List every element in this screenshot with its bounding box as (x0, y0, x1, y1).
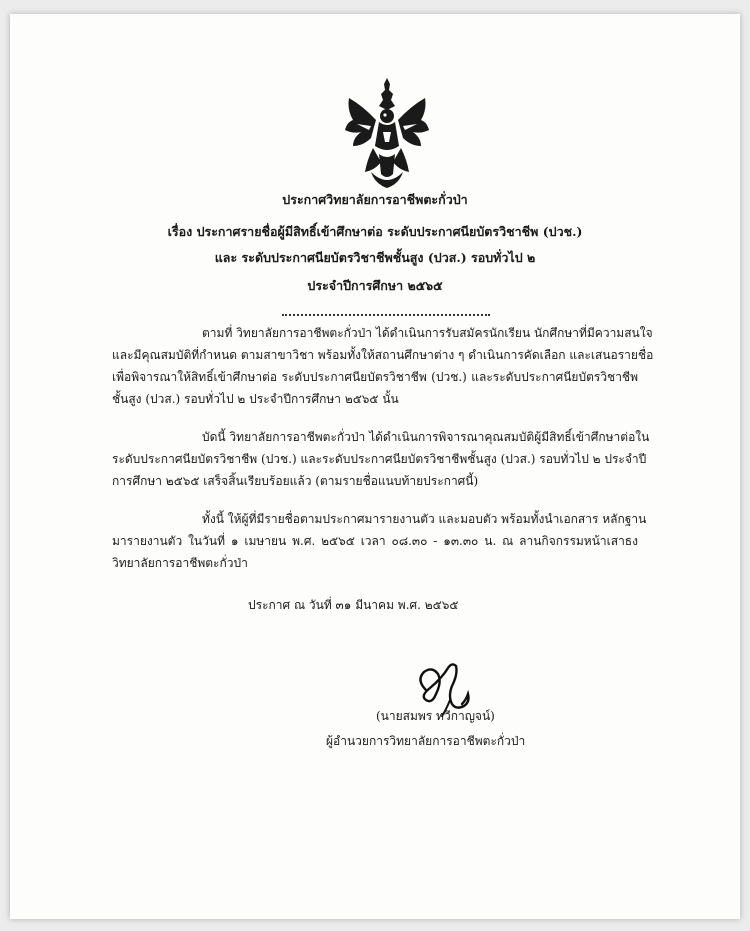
paragraph-2 (112, 426, 650, 492)
signatory-position: ผู้อำนวยการวิทยาลัยการอาชีพตะกั่วป่า (326, 734, 526, 748)
subject-line-1: เรื่อง ประกาศรายชื่อผู้มีสิทธิ์เข้าศึกษาต่อ ระดับประกาศนียบัตรวิชาชีพ (ปวช.) (167, 224, 583, 239)
paragraph-line: ตามที่ วิทยาลัยการอาชีพตะกั่วป่า ได้ดำเนินการรับสมัครนักเรียน นักศึกษาที่มีความสนใจ (202, 326, 653, 340)
announcement-date: ประกาศ ณ วันที่ ๓๑ มีนาคม พ.ศ. ๒๕๖๕ (248, 598, 459, 612)
document-title: ประกาศวิทยาลัยการอาชีพตะกั่วป่า (282, 192, 468, 207)
paragraph-line: มารายงานตัว ในวันที่ ๑ เมษายน พ.ศ. ๒๕๖๕ เวลา ๐๘.๓๐ - ๑๓.๓๐ น. ณ ลานกิจกรรมหน้าเสาธง (112, 534, 638, 548)
document-page (10, 14, 740, 919)
subject-line-2: และ ระดับประกาศนียบัตรวิชาชีพชั้นสูง (ปวส.) รอบทั่วไป ๒ (214, 250, 536, 265)
paragraph-line: และมีคุณสมบัติที่กำหนด ตามสาขาวิชา พร้อมทั้งให้สถานศึกษาต่าง ๆ ดำเนินการคัดเลือก และเสนอรายชื่อ (112, 348, 654, 362)
signatory-name: (นายสมพร ทวีกาญจน์) (376, 709, 495, 723)
paragraph-3 (112, 508, 647, 574)
academic-year-line: ประจำปีการศึกษา ๒๕๖๕ (307, 278, 443, 293)
paragraph-line: วิทยาลัยการอาชีพตะกั่วป่า (112, 556, 248, 570)
dotted-divider (282, 314, 490, 316)
paragraph-line: เพื่อพิจารณาให้สิทธิ์เข้าศึกษาต่อ ระดับประกาศนียบัตรวิชาชีพ (ปวช.) และระดับประกาศนียบัตรวิชาชีพ (112, 370, 638, 384)
paragraph-line: การศึกษา ๒๕๖๕ เสร็จสิ้นเรียบร้อยแล้ว (ตามรายชื่อแนบท้ายประกาศนี้) (112, 474, 479, 488)
paragraph-line: ชั้นสูง (ปวส.) รอบทั่วไป ๒ ประจำปีการศึกษา ๒๕๖๕ นั้น (112, 392, 399, 406)
garuda-emblem-icon (343, 76, 431, 190)
paragraph-1 (112, 322, 654, 410)
paragraph-line: ทั้งนี้ ให้ผู้ที่มีรายชื่อตามประกาศมารายงานตัว และมอบตัว พร้อมทั้งนำเอกสาร หลักฐาน (202, 512, 647, 526)
paragraph-line: บัดนี้ วิทยาลัยการอาชีพตะกั่วป่า ได้ดำเนินการพิจารณาคุณสมบัติผู้มีสิทธิ์เข้าศึกษาต่อใน (202, 430, 650, 444)
paragraph-line: ระดับประกาศนียบัตรวิชาชีพ (ปวช.) และระดับประกาศนียบัตรวิชาชีพชั้นสูง (ปวส.) รอบทั่วไป ๒ ประจำปี (112, 452, 647, 466)
